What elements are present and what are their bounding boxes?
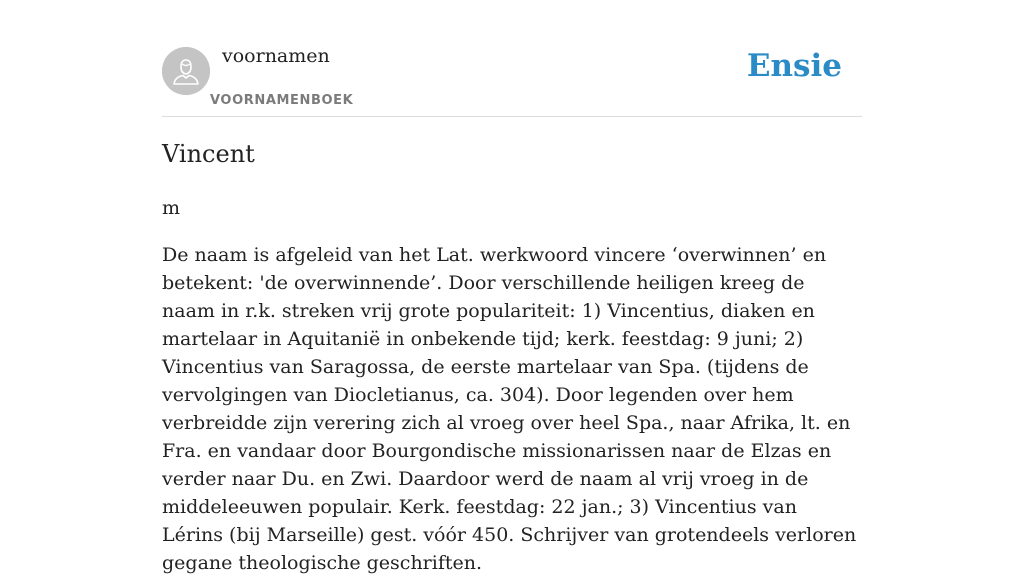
entry-header [162,0,862,117]
entry-definition: De naam is afgeleid van het Lat. werkwoord vincere ‘overwinnen’ en betekent: 'de overwinnende’. Door verschillende heiligen kreeg de naam in r.k. streken vrij grote populariteit: 1) Vincentius, diaken en martelaar in Aquitanië in onbekende tijd; kerk. feestdag: 9 juni; 2) Vincentius van Saragossa, de eerste martelaar van Spa. (tijdens de vervolgingen van Diocletianus, ca. 304). Door legenden over hem verbreidde zijn verering zich al vroeg over heel Spa., naar Afrika, lt. en Fra. en vandaar door Bourgondische missionarissen naar de Elzas en verder naar Du. en Zwi. Daardoor werd de naam al vrij vroeg in de middeleeuwen populair. Kerk. feestdag: 22 jan.; 3) Vincentius van Lérins (bij Marseille) gest. vóór 450. Schrijver van grotendeels verloren gegane theologische geschriften. [162,244,857,574]
user-avatar-icon[interactable] [162,47,210,95]
entry-content [162,138,862,577]
ensie-logo[interactable]: Ensie [746,48,842,84]
entry-gender: m [162,197,181,219]
author-name-link[interactable]: voornamen [222,45,330,67]
entry-title: Vincent [162,140,255,168]
book-name-link[interactable]: VOORNAMENBOEK [210,93,354,108]
